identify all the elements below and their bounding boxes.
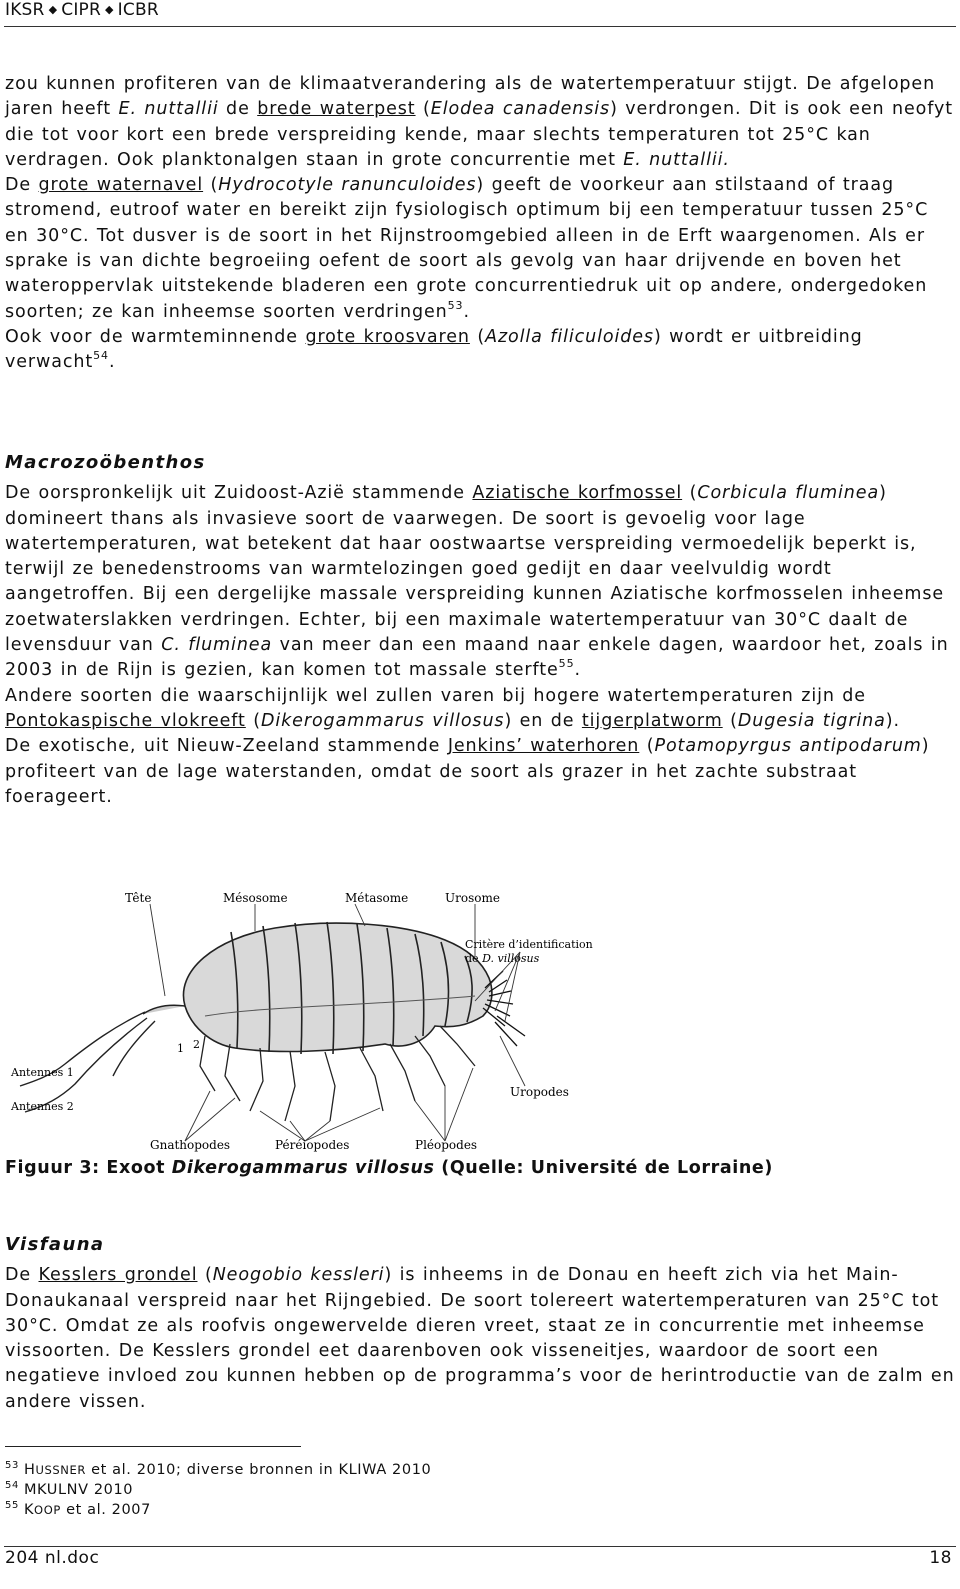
footnote-54: $^{54}$ MKULNV 2010	[5, 1480, 134, 1498]
link-tijgerplatworm[interactable]: tijgerplatworm	[581, 710, 723, 731]
section-visfauna	[5, 1232, 955, 1415]
figure-dikerogammarus	[5, 876, 595, 1156]
link-jenkins-waterhoren[interactable]: Jenkins’ waterhoren	[447, 736, 640, 757]
footnote-ref-54[interactable]: 54	[93, 349, 109, 363]
label-gnathopodes: Gnathopodes	[150, 1138, 231, 1152]
heading-visfauna: Visfauna	[5, 1234, 105, 1255]
amphipod-body	[183, 922, 491, 1054]
diamond-icon: ◆	[48, 3, 58, 16]
label-critere: Critère d’identification	[465, 938, 593, 951]
label-urosome: Urosome	[445, 891, 500, 905]
paragraph-waterhoren: De exotische, uit Nieuw-Zeeland stammende Jenkins’ waterhoren (Potamopyrgus antipodarum) profiteert van de lage waterstanden, omdat de soort als grazer in het zachte substraat foerageert.	[5, 736, 930, 807]
paragraph-waternavel: De grote waternavel (Hydrocotyle ranunculoides) geeft de voorkeur aan stilstaand of traag stromend, eutroof water en bereikt zijn fysiologisch optimum bij een temperatuur tussen 25°C en 30°C. Tot dusver is de soort in het Rijnstroomgebied alleen in de Erft waargenomen. Als er sprake is van dichte begroeiing oefent de soort als gevolg van haar drijvende en boven het wateroppervlak uitstekende bladeren een grote concurrentiedruk uit op andere, ondergedoken soorten; ze kan inheemse soorten verdringen$^{53}$.	[5, 175, 929, 322]
footnote-ref-55[interactable]: 55	[558, 657, 575, 671]
paragraph-korfmossel: De oorspronkelijk uit Zuidoost-Azië stammende Aziatische korfmossel (Corbicula fluminea) domineert thans als invasieve soort de vaarwegen. De soort is gevoelig voor lage watertemperaturen, wat betekent dat haar oostwaartse verspreiding vermoedelijk beperkt is, terwijl ze benedenstrooms van warmtelozingen goed gedijt en daar veelvuldig wordt aangetroffen. Bij een dergelijke massale verspreiding kunnen Aziatische korfmosselen inheemse zoetwaterslakken verdringen. Echter, bij een maximale watertemperatuur van 30°C daalt de levensduur van C. fluminea van meer dan een maand naar enkele dagen, waardoor het, zoals in 2003 in de Rijn is gezien, kan komen tot massale sterfte$^{55}$.	[5, 483, 949, 681]
footer-divider	[4, 1546, 956, 1547]
header-org-cipr: CIPR	[61, 0, 101, 20]
label-number-2: 2	[193, 1038, 200, 1051]
label-mesosome: Mésosome	[223, 891, 288, 905]
header-org-iksr: IKSR	[5, 0, 45, 20]
label-number-1: 1	[177, 1042, 184, 1055]
paragraph-nuttallii: zou kunnen profiteren van de klimaatverandering als de watertemperatuur stijgt. De afgelopen jaren heeft E. nuttallii de brede waterpest (Elodea canadensis) verdrongen. Dit is ook een neofyt die tot voor kort een brede verspreiding kende, maar slechts temperaturen tot 25°C kan verdragen. Ook planktonalgen staan in grote concurrentie met E. nuttallii.	[5, 74, 954, 170]
link-grote-waternavel[interactable]: grote waternavel	[38, 175, 204, 196]
text-block-plants	[5, 72, 955, 376]
antennae	[20, 1005, 185, 1112]
paragraph-kroosvaren: Ook voor de warmteminnende grote kroosvaren (Azolla filiculoides) wordt er uitbreiding verwacht$^{54}$.	[5, 326, 863, 373]
footnote-53: $^{53}$ HUSSNER et al. 2010; diverse bronnen in KLIWA 2010	[5, 1460, 432, 1478]
heading-macrozoobenthos: Macrozoöbenthos	[5, 452, 206, 473]
link-grote-kroosvaren[interactable]: grote kroosvaren	[305, 326, 470, 347]
amphipod-illustration	[5, 876, 595, 1156]
link-kesslers-grondel[interactable]: Kesslers grondel	[38, 1265, 198, 1286]
label-antennes-2: Antennes 2	[11, 1100, 74, 1113]
page-header	[5, 0, 159, 20]
paragraph-vlokreeft: Andere soorten die waarschijnlijk wel zullen varen bij hogere watertemperaturen zijn de Pontokaspische vlokreeft (Dikerogammarus villosus) en de tijgerplatworm (Dugesia tigrina).	[5, 685, 900, 731]
footnotes	[5, 1460, 431, 1520]
footnote-divider	[5, 1446, 301, 1447]
footer-document-name: 204 nl.doc	[5, 1548, 100, 1568]
label-uropodes: Uropodes	[510, 1085, 569, 1099]
figure-caption: Figuur 3: Exoot Dikerogammarus villosus (Quelle: Université de Lorraine)	[5, 1158, 773, 1178]
link-pontokaspische-vlokreeft[interactable]: Pontokaspische vlokreeft	[5, 710, 246, 731]
header-divider	[4, 26, 956, 27]
diamond-icon: ◆	[105, 3, 114, 16]
link-aziatische-korfmossel[interactable]: Aziatische korfmossel	[472, 483, 683, 504]
footnote-55: $^{55}$ KOOP et al. 2007	[5, 1500, 151, 1518]
label-pereiopodes: Péréiopodes	[275, 1138, 350, 1152]
link-brede-waterpest[interactable]: brede waterpest	[257, 99, 416, 120]
label-critere-species: de D. villosus	[465, 952, 540, 965]
footnote-ref-53[interactable]: 53	[447, 298, 464, 312]
footer-page-number: 18	[929, 1548, 952, 1568]
header-org-icbr: ICBR	[117, 0, 159, 20]
label-tete: Tête	[125, 891, 152, 905]
label-metasome: Métasome	[345, 891, 409, 905]
label-pleopodes: Pléopodes	[415, 1138, 478, 1152]
paragraph-kesslers-grondel: De Kesslers grondel (Neogobio kessleri) is inheems in de Donau en heeft zich via het Main-Donaukanaal verspreid naar het Rijngebied. De soort tolereert watertemperaturen van 25°C tot 30°C. Omdat ze als roofvis ongewervelde dieren vreet, staat ze in concurrentie met inheemse vissoorten. De Kesslers grondel eet daarenboven ook visseneitjes, waardoor de soort een negatieve invloed zou kunnen hebben op de programma’s voor de herintroductie van de zalm en andere vissen.	[5, 1265, 955, 1412]
section-macrozoobenthos	[5, 450, 955, 810]
label-antennes-1: Antennes 1	[11, 1066, 74, 1079]
